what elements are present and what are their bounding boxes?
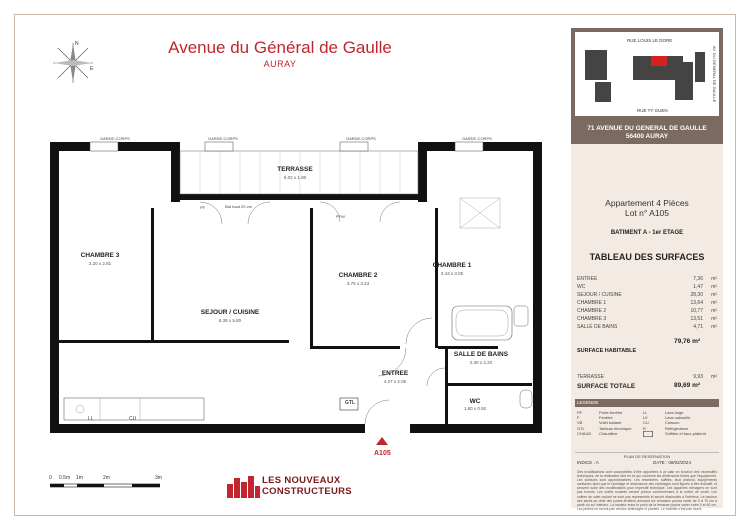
brand-line-1: LES NOUVEAUX [262, 475, 341, 486]
legend-text: Soffites et faux-plafond [665, 430, 706, 436]
legend-code: LL [643, 410, 648, 415]
scale-label-1: 1m [76, 475, 83, 481]
minimap-street-top: RUE LOUIS LE DORE [627, 38, 673, 43]
surface-unit: m² [711, 308, 717, 314]
surface-name: SALLE DE BAINS [577, 324, 618, 330]
garde-corps-label: GARDE-CORPS [462, 136, 492, 141]
legend-code: CU [643, 420, 649, 426]
gtl-label: GTL [345, 400, 355, 406]
legend-code: R [643, 425, 646, 431]
garde-corps-label: GARDE-CORPS [346, 136, 376, 141]
surface-row [577, 324, 717, 332]
terrasse-name: TERRASSE [577, 374, 604, 380]
scale-label-05: 0.5m [59, 475, 71, 481]
surface-row [577, 316, 717, 324]
surface-unit: m² [711, 284, 717, 290]
garde-corps-label: GARDE-CORPS [208, 136, 238, 141]
legend-codes-left [577, 410, 593, 436]
room-name-terrasse: TERRASSE [277, 166, 313, 173]
surface-name: CHAMBRE 2 [577, 308, 607, 314]
terrasse-unit: m² [711, 374, 717, 380]
panel-header [571, 28, 723, 120]
room-dim-wc: 1.60 x 0.92 [463, 406, 487, 411]
cu-label: CU [129, 416, 137, 422]
pfw-label: PFW [336, 214, 345, 219]
surface-unit: m² [711, 316, 717, 322]
legend-code: CHAUD [577, 430, 592, 436]
address-block [571, 120, 723, 144]
lot-marker-label: A105 [374, 450, 391, 457]
legend-text: Cuisson [665, 420, 680, 426]
legend-text: Lave-vaisselle [665, 415, 691, 421]
ll-label: LL [88, 416, 94, 422]
legend-codes-right [643, 410, 659, 437]
legend-code: GTL [577, 425, 585, 431]
surface-value: 10,77 [690, 308, 703, 314]
room-name-sejour-cuisine: SEJOUR / CUISINE [200, 309, 260, 316]
room-dim-sejour-cuisine: 8.36 x 5.80 [218, 318, 242, 323]
location-minimap [575, 32, 719, 116]
habitable-label: SURFACE HABITABLE [577, 348, 637, 354]
room-name-chambre-2: CHAMBRE 2 [338, 272, 378, 279]
legend-text: Volet battant [599, 420, 622, 426]
room-name-chambre-1: CHAMBRE 1 [432, 262, 472, 269]
surface-row [577, 300, 717, 308]
room-dim-chambre-1: 3.43 x 3.05 [440, 271, 464, 276]
address-line-1: 71 AVENUE DU GENERAL DE GAULLE [587, 125, 707, 132]
surface-row [577, 276, 717, 284]
indice-label: INDICE : A [577, 460, 599, 465]
reservation-row [575, 459, 719, 467]
date-label: DATE : 08/02/2024 [653, 460, 691, 465]
room-name-entree: ENTREE [381, 370, 409, 377]
surfaces-title: TABLEAU DES SURFACES [589, 252, 705, 262]
minimap-street-bottom: RUE TY GUEN [637, 108, 668, 113]
scale-label-0: 0 [49, 475, 52, 481]
apartment-info [571, 198, 723, 218]
legend-text: Porte-fenêtre [599, 410, 623, 415]
habitable-value: 79,76 m² [674, 338, 701, 345]
room-dim-entree: 4.27 x 2.05 [383, 379, 407, 384]
project-title: Avenue du Général de Gaulle [168, 38, 392, 57]
scale-label-2: 2m [103, 475, 110, 481]
legend-text: Tableau électrique [599, 425, 632, 431]
legend-text: Chaudière [599, 430, 618, 436]
compass-east-label: E [90, 66, 94, 72]
room-dim-salle-de-bains: 2.30 x 2.20 [469, 360, 493, 365]
surface-value: 13,64 [690, 300, 703, 306]
pf-label: PF [200, 205, 206, 210]
surface-name: CHAMBRE 1 [577, 300, 607, 306]
soffit-swatch-icon [643, 431, 653, 436]
surface-name: CHAMBRE 3 [577, 316, 607, 322]
legend-title: LEGENDE [575, 399, 719, 407]
surface-name: WC [577, 284, 586, 290]
compass-north-label: N [75, 41, 79, 47]
surface-unit: m² [711, 292, 717, 298]
scale-label-3: 3m [155, 475, 162, 481]
threshold-note: Bat haut 20 cm [225, 204, 252, 209]
minimap-street-side: AV. DU GENERAL DE GAULLE [712, 46, 717, 103]
apartment-type: Appartement 4 Pièces [605, 198, 689, 208]
room-dim-chambre-2: 3.75 x 3.23 [346, 281, 370, 286]
legend-text-right [665, 410, 721, 436]
surface-name: SEJOUR / CUISINE [577, 292, 622, 298]
terrasse-value: 9,93 [693, 374, 703, 380]
total-value: 89,69 m² [674, 382, 701, 389]
surface-name: ENTREE [577, 276, 598, 282]
surface-row [577, 292, 717, 300]
surface-unit: m² [711, 300, 717, 306]
legend-text: Fenêtre [599, 415, 613, 421]
surface-row [577, 284, 717, 292]
brand-line-2: CONSTRUCTEURS [262, 486, 352, 497]
room-name-salle-de-bains: SALLE DE BAINS [453, 351, 509, 358]
legend-code: LV [643, 415, 648, 421]
info-panel [571, 28, 723, 511]
legend-code: VB [577, 420, 583, 426]
legend-text: Réfrigérateur [665, 425, 689, 431]
terrasse-row [577, 374, 717, 382]
surface-row [577, 308, 717, 316]
building-floor: BATIMENT A - 1er ETAGE [610, 230, 684, 236]
surface-value: 1,47 [693, 284, 703, 290]
legend-code: F [577, 415, 580, 421]
lot-marker [374, 432, 391, 457]
surface-value: 4,71 [693, 324, 703, 330]
room-name-chambre-3: CHAMBRE 3 [80, 252, 120, 259]
surface-value: 7,36 [693, 276, 703, 282]
surface-unit: m² [711, 324, 717, 330]
surface-value: 13,51 [690, 316, 703, 322]
legal-notice: Des modifications sont susceptibles d'être apportées à ce plan en fonction des nécessités techniques, de la réalisation tant en ce qui concerne les dimensions fixées que l'équipement. Les surfaces sont approximatives. Les retombées, soffites, faux plafond, équipements sanitaires ainsi que le carrelage et dimensions des carrelages sont figurés à titre indicatif, et peuvent subir des modifications pour impératif technique. Les appareils ménagers ne sont pas fournis. Les volets roulants venant prévus conformément à la notice de vente. Les coffres de volet roulant ne sont pas représentés et seront dissimulés à l'intérieur. La hauteur des seuils au droit des portes-fenêtres donnant sur terrasses pourra varier de 5 à 70 cm à partir du sol intérieur. La hauteur entre le point de la terrasse pourra varier entre 0 et 60 cm. Les jardins ne seront pas vendus aménagés ni plantés. Le mobilier n'est pas fourni. [577, 470, 717, 511]
room-dim-chambre-3: 3.20 x 2.81 [88, 261, 112, 266]
habitable-row [577, 348, 717, 356]
project-city: AURAY [263, 59, 297, 69]
brand-logo-text [262, 475, 352, 497]
legend-code: PF [577, 410, 583, 415]
surface-value: 28,30 [690, 292, 703, 298]
legend-text: Lave-linge [665, 410, 684, 415]
room-name-wc: WC [469, 398, 481, 405]
lot-number: Lot n° A105 [624, 208, 670, 218]
total-label: SURFACE TOTALE [577, 383, 636, 390]
entrance-arrow-icon [376, 437, 388, 445]
address-line-2: 56400 AURAY [625, 133, 669, 140]
surface-unit: m² [711, 276, 717, 282]
room-dim-terrasse: 6.02 x 1.90 [283, 175, 307, 180]
reservation-title: PLAN DE RESERVATION [575, 452, 719, 459]
compass-icon [50, 40, 96, 86]
garde-corps-label: GARDE-CORPS [100, 136, 130, 141]
